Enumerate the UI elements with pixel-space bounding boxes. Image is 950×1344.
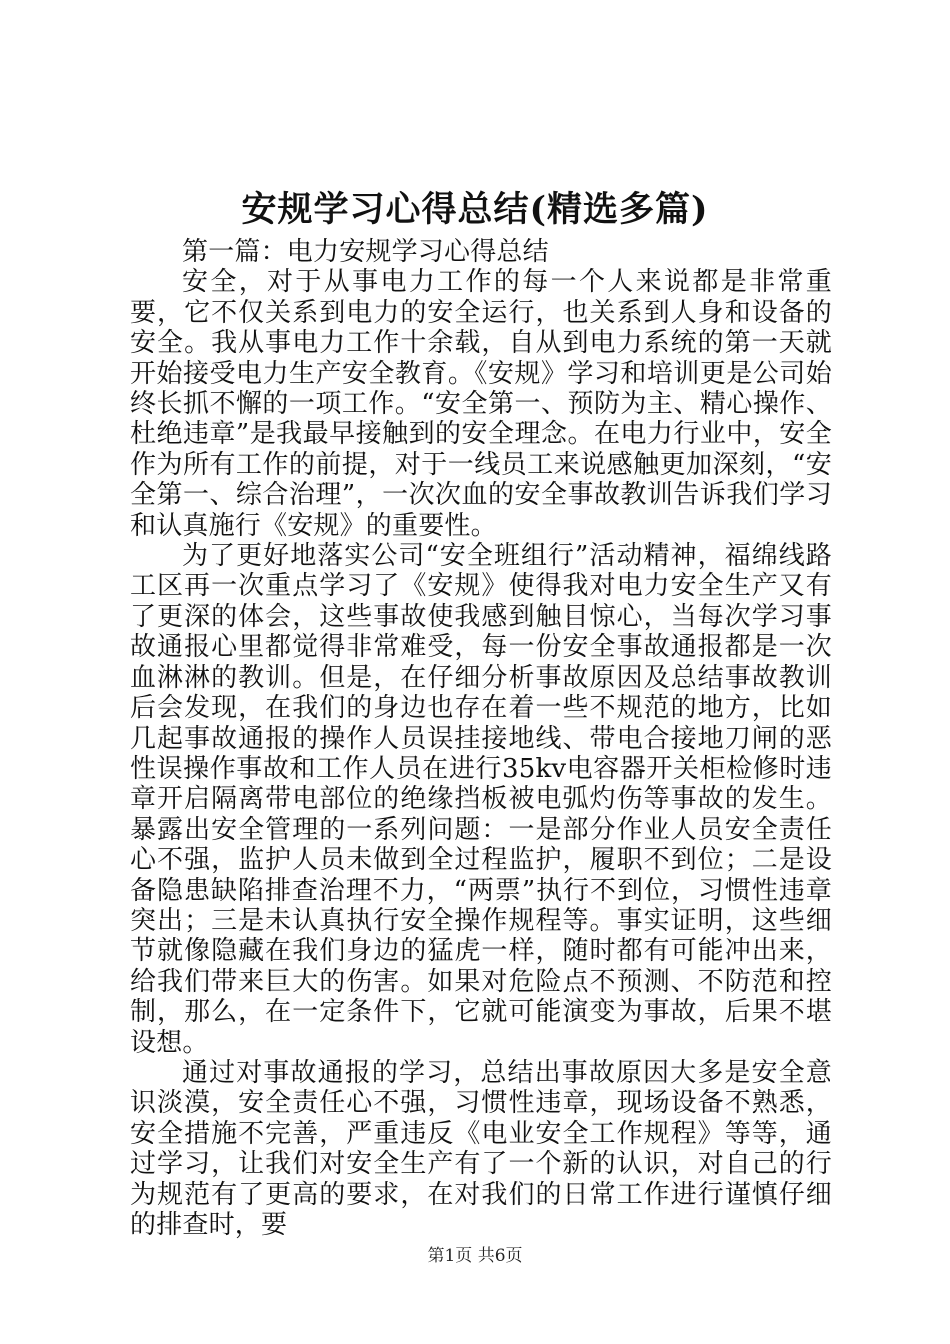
section-heading: 第一篇：电力安规学习心得总结 — [182, 237, 549, 267]
document-body — [130, 237, 832, 1240]
body-paragraph: 为了更好地落实公司“安全班组行”活动精神，福绵线路工区再一次重点学习了《安规》使得我对电力安全生产又有了更深的体会，这些事故使我感到触目惊心，当每次学习事故通报心里都觉得非常难受，每一份安全事故通报都是一次血淋淋的教训。但是，在仔细分析事故原因及总结事故教训后会发现，在我们的身边也存在着一些不规范的地方，比如几起事故通报的操作人员误挂接地线、带电合接地刀闸的恶性误操作事故和工作人员在进行35kv电容器开关柜检修时违章开启隔离带电部位的绝缘挡板被电弧灼伤等事故的发生。暴露出安全管理的一系列问题：一是部分作业人员安全责任心不强，监护人员未做到全过程监护，履职不到位；二是设备隐患缺陷排查治理不力，“两票”执行不到位，习惯性违章突出；三是未认真执行安全操作规程等。事实证明，这些细节就像隐藏在我们身边的猛虎一样，随时都有可能冲出来，给我们带来巨大的伤害。如果对危险点不预测、不防范和控制，那么，在一定条件下，它就可能演变为事故，后果不堪设想。 — [130, 541, 832, 1058]
document-title: 安规学习心得总结(精选多篇) — [241, 189, 709, 230]
body-paragraph: 通过对事故通报的学习，总结出事故原因大多是安全意识淡漠，安全责任心不强，习惯性违章，现场设备不熟悉，安全措施不完善，严重违反《电业安全工作规程》等等，通过学习，让我们对安全生产有了一个新的认识，对自己的行为规范有了更高的要求，在对我们的日常工作进行谨慎仔细的排查时，要 — [130, 1057, 832, 1240]
body-paragraph: 安全，对于从事电力工作的每一个人来说都是非常重要，它不仅关系到电力的安全运行，也关系到人身和设备的安全。我从事电力工作十余载，自从到电力系统的第一天就开始接受电力生产安全教育。《安规》学习和培训更是公司始终长抓不懈的一项工作。“安全第一、预防为主、精心操作、杜绝违章”是我最早接触到的安全理念。在电力行业中，安全作为所有工作的前提，对于一线员工来说感触更加深刻，“安全第一、综合治理”，一次次血的安全事故教训告诉我们学习和认真施行《安规》的重要性。 — [130, 267, 832, 541]
page-number-footer: 第1页 共6页 — [427, 1246, 523, 1266]
